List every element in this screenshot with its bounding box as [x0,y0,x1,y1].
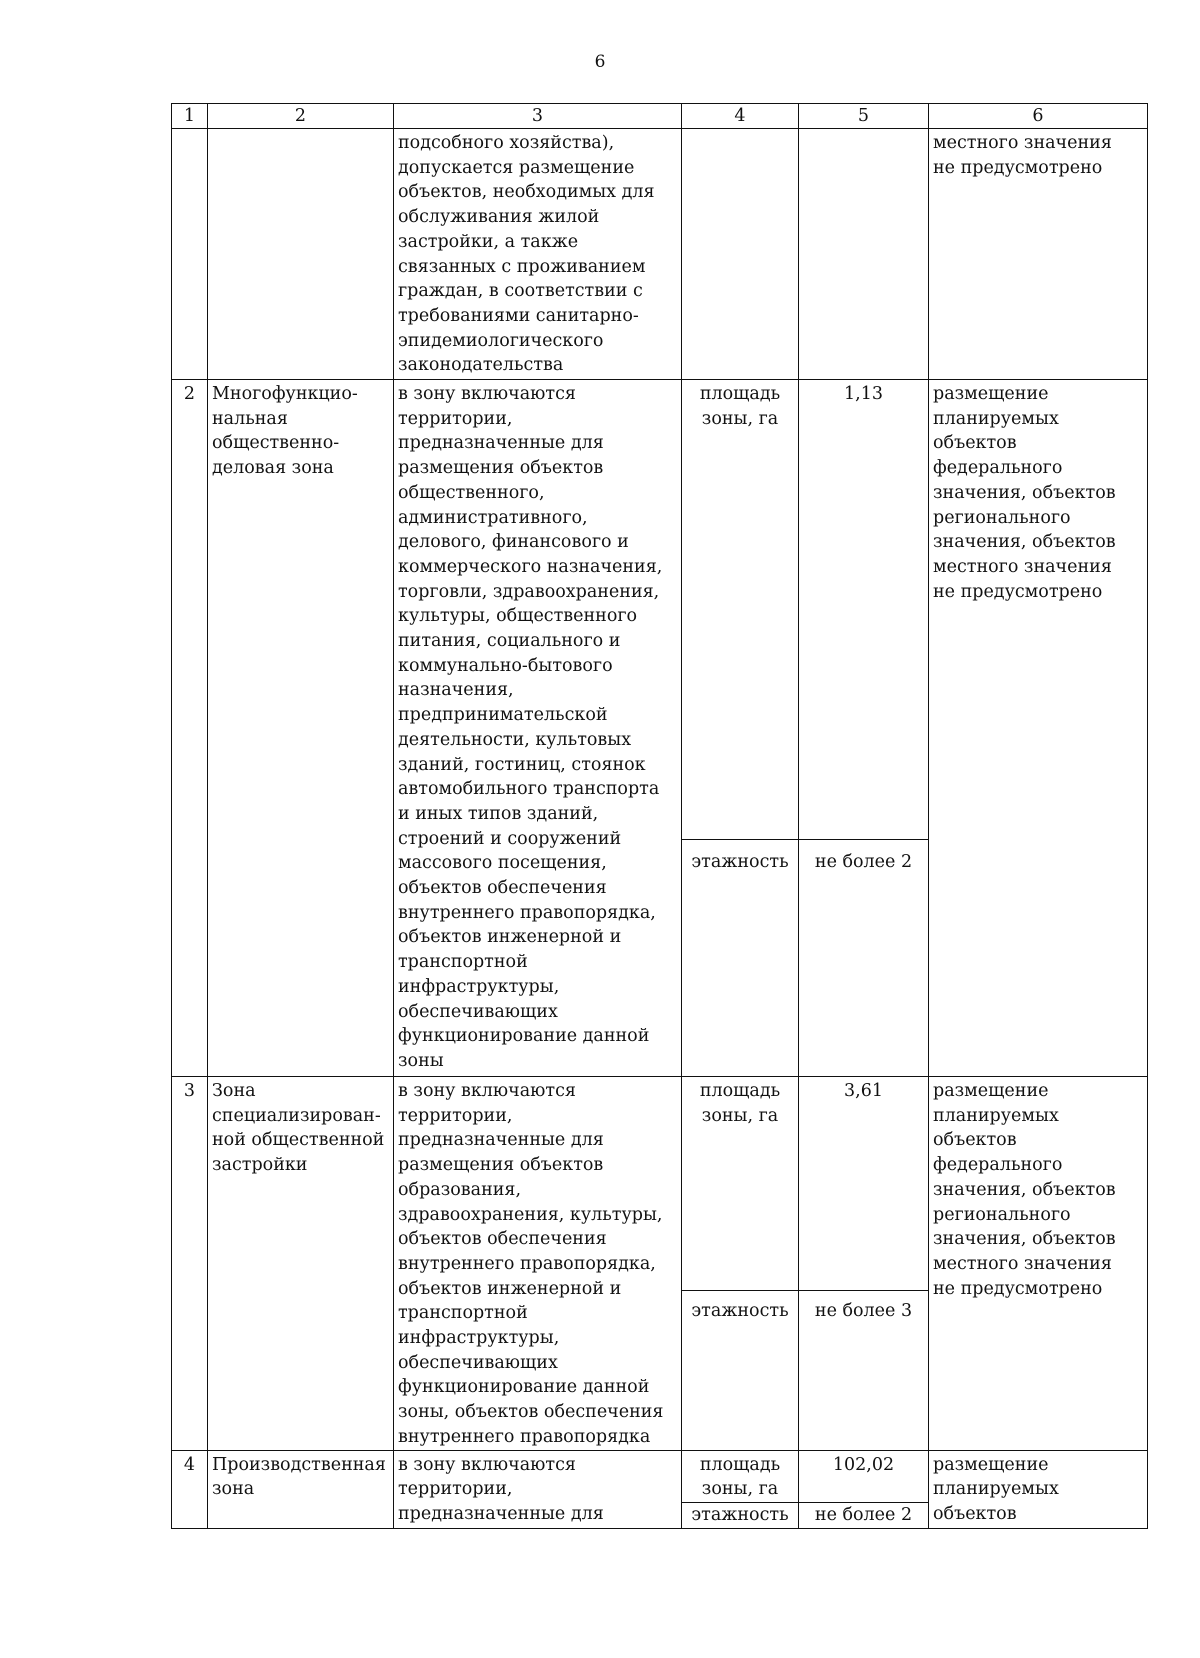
zones-table [171,103,1148,1529]
param-area-cell: площадь зоны, га [682,1450,799,1502]
note-cell: размещение планируемых объектов федерального значения, объектов регионального значения, объектов местного значения не предусмотрено [929,1077,1148,1451]
zone-description-cell: в зону включаются территории, предназначенные для размещения объектов общественного, административного, делового, финансового и коммерческого назначения, торговли, здравоохранения, культуры, общественного питания, социального и коммунально-бытового назначения, предпринимательской деятельности, культовых зданий, гостиниц, стоянок автомобильного транспорта и иных типов зданий, строений и сооружений массового посещения, объектов обеспечения внутреннего правопорядка, объектов инженерной и транспортной инфраструктуры, обеспечивающих функционирование данной зоны [394,380,682,1077]
table-header-row [172,104,1148,129]
param-floors-cell: этажность [682,1290,799,1450]
note-cell: размещение планируемых объектов федерального значения, объектов регионального значения, объектов местного значения не предусмотрено [929,380,1148,1077]
param-floors-cell: этажность [682,1502,799,1528]
zone-description-cell: в зону включаются территории, предназначенные для размещения объектов образования, здравоохранения, культуры, объектов обеспечения внутреннего правопорядка, объектов инженерной и транспортной инфраструктуры, обеспечивающих функционирование данной зоны, объектов обеспечения внутреннего правопорядка [394,1077,682,1451]
page-number: 6 [594,52,606,72]
zone-name-cell: Зона специализирован- ной общественной застройки [208,1077,394,1451]
zone-name-cell [208,129,394,380]
table-row [172,129,1148,380]
row-number-cell: 3 [172,1077,208,1451]
value-floors-cell: не более 3 [799,1290,929,1450]
table-row [172,1077,1148,1291]
value-floors-cell: не более 2 [799,1502,929,1528]
value-area-cell: 102,02 [799,1450,929,1502]
table-row [172,1450,1148,1502]
value-cell [799,129,929,380]
note-cell: местного значения не предусмотрено [929,129,1148,380]
zone-name-cell: Многофункцио- нальная общественно- деловая зона [208,380,394,1077]
value-area-cell: 3,61 [799,1077,929,1291]
row-number-cell [172,129,208,380]
zone-description-cell: подсобного хозяйства), допускается размещение объектов, необходимых для обслуживания жилой застройки, а также связанных с проживанием граждан, в соответствии с требованиями санитарно- эпидемиологического законодательства [394,129,682,380]
param-area-cell: площадь зоны, га [682,380,799,840]
header-cell: 5 [799,104,929,129]
note-cell: размещение планируемых объектов [929,1450,1148,1528]
param-floors-cell: этажность [682,840,799,1077]
param-area-cell: площадь зоны, га [682,1077,799,1291]
header-cell: 4 [682,104,799,129]
header-cell: 3 [394,104,682,129]
row-number-cell: 4 [172,1450,208,1528]
row-number-cell: 2 [172,380,208,1077]
header-cell: 6 [929,104,1148,129]
zone-description-cell: в зону включаются территории, предназначенные для [394,1450,682,1528]
value-floors-cell: не более 2 [799,840,929,1077]
table-row [172,380,1148,840]
header-cell: 2 [208,104,394,129]
header-cell: 1 [172,104,208,129]
value-area-cell: 1,13 [799,380,929,840]
param-cell [682,129,799,380]
zone-name-cell: Производственная зона [208,1450,394,1528]
